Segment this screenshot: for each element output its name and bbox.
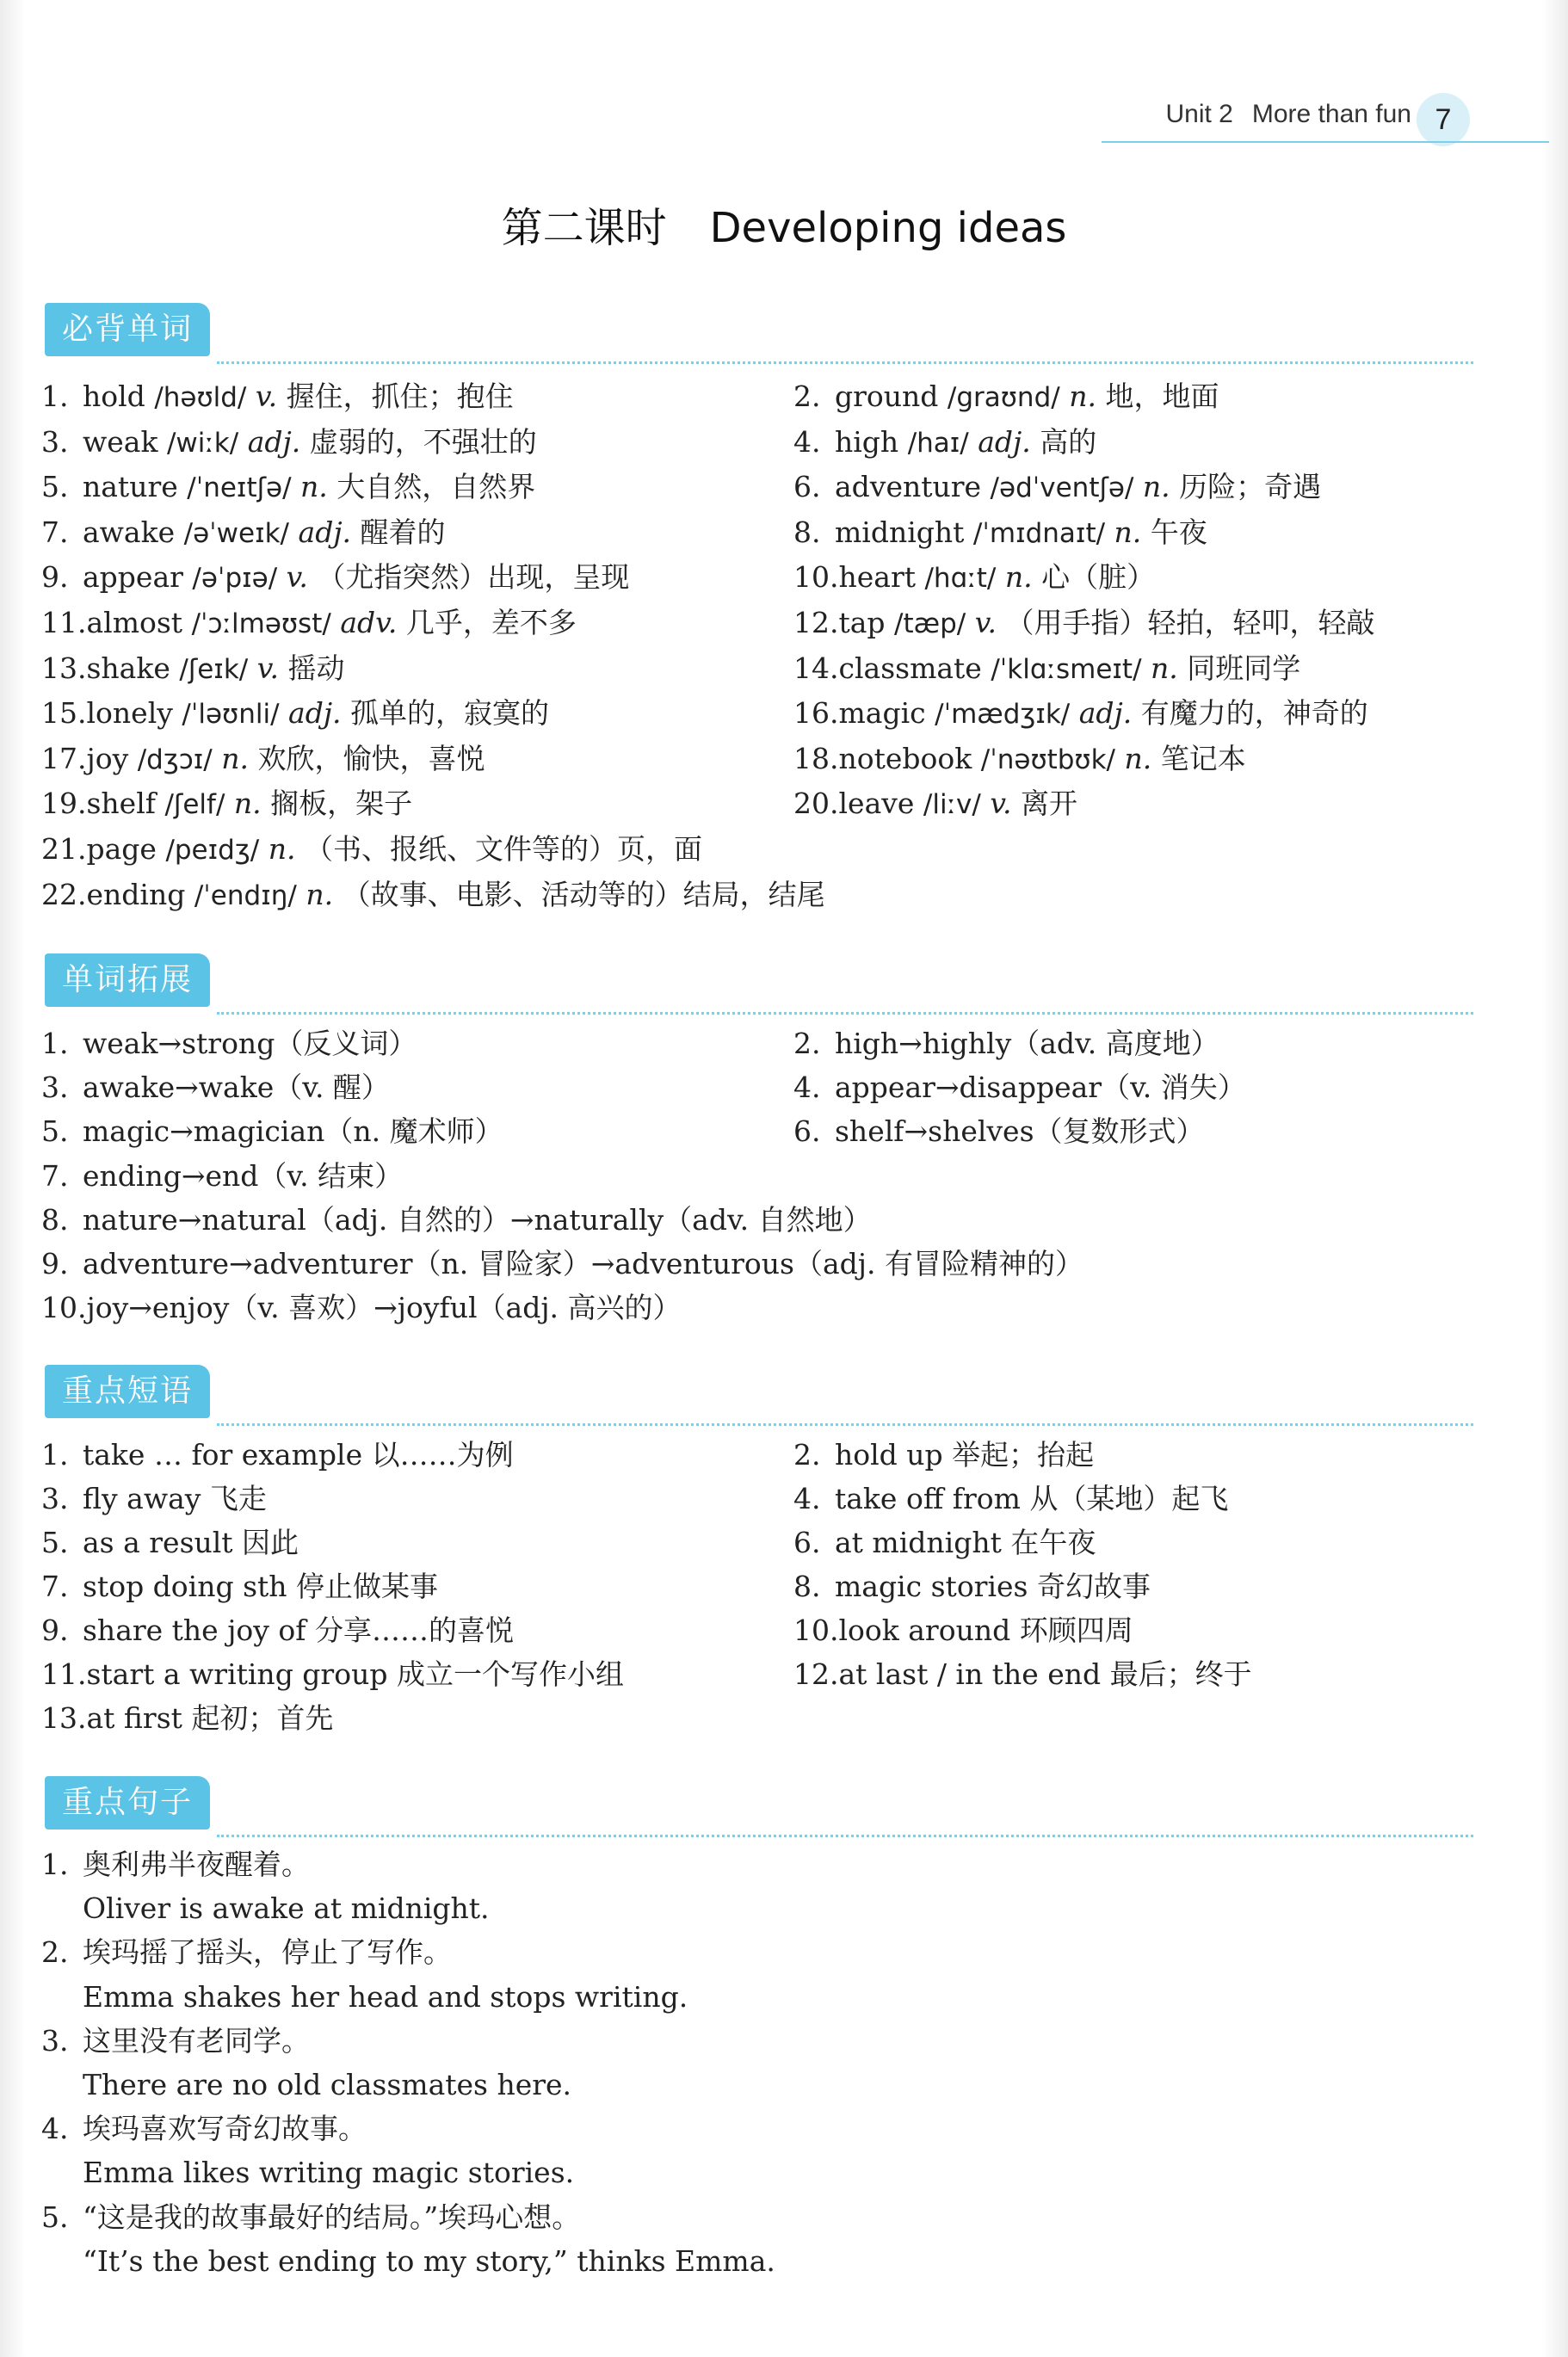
word-entry [793,694,1368,734]
entry-word: adventure [835,470,982,504]
extension-entry [793,1024,1219,1064]
entry-number: 9. [41,560,69,595]
entry-number: 1. [41,1848,69,1881]
section-sentences-title: 重点句子 [45,1776,210,1829]
entry-number: 10. [793,560,839,595]
entry-text: at midnight 在午夜 [835,1526,1096,1559]
sentence-chinese [41,2021,310,2061]
entry-phonetic: /hɑːt/ [924,563,997,595]
unit-title: More than fun [1251,100,1411,128]
entry-number: 14. [793,651,839,685]
entry-number: 12. [793,1657,839,1691]
entry-number: 3. [41,424,69,459]
sentence-english: Emma shakes her head and stops writing. [83,1979,688,2014]
phrase-entry [793,1655,1252,1694]
entry-part-of-speech: adj. [298,515,352,549]
entry-word: leave [838,787,915,821]
entry-text: magic→magician（n. 魔术师） [83,1114,503,1149]
entry-part-of-speech: v. [974,606,997,639]
entry-text: at last / in the end 最后；终于 [838,1657,1252,1691]
entry-number: 2. [793,379,821,413]
entry-phonetic: /ədˈventʃə/ [990,472,1134,504]
entry-phonetic: /wiːk/ [166,427,239,459]
entry-number: 4. [793,424,821,459]
entry-part-of-speech: v. [990,787,1012,821]
entry-part-of-speech: adj. [978,424,1031,459]
entry-text: fly away 飞走 [83,1482,267,1515]
word-entry [41,603,577,644]
sentence-english: There are no old classmates here. [83,2068,572,2101]
entry-text: shelf→shelves（复数形式） [835,1114,1205,1149]
entry-number: 2. [793,1438,821,1472]
entry-text: awake→wake（v. 醒） [83,1071,390,1105]
entry-meaning: 历险；奇遇 [1179,470,1322,504]
entry-number: 16. [793,696,839,731]
entry-number: 17. [41,741,87,775]
entry-meaning: 心（脏） [1041,560,1156,595]
phrase-entry [41,1655,624,1694]
phrase-entry [793,1479,1228,1519]
entry-word: hold [83,379,145,413]
word-entry [41,830,702,870]
entry-meaning: 同班同学 [1187,651,1301,685]
entry-text: high→highly（adv. 高度地） [835,1027,1219,1060]
extension-entry [41,1244,1083,1284]
entry-phonetic: /həʊld/ [154,382,247,413]
word-entry [793,513,1207,553]
entry-word: shelf [86,787,156,821]
word-entry [793,784,1077,824]
entry-number: 9. [41,1247,69,1280]
entry-number: 5. [41,1526,69,1559]
entry-meaning: 离开 [1021,787,1078,821]
entry-word: page [86,832,157,866]
entry-number: 7. [41,1158,69,1193]
sentence-english: Emma likes writing magic stories. [83,2156,575,2190]
entry-phonetic: /liːv/ [923,789,981,821]
entry-phonetic: /ˈklɑːsmeɪt/ [991,653,1142,685]
sentence-english: “It’s the best ending to my story,” thinks Emma. [83,2243,775,2278]
entry-meaning: （故事、电影、活动等的）结局，结尾 [342,877,825,911]
entry-number: 6. [793,470,821,504]
phrase-entry [41,1611,514,1651]
entry-phonetic: /əˈweɪk/ [183,517,290,549]
entry-word: ground [835,379,939,413]
entry-part-of-speech: n. [233,787,262,821]
entry-phonetic: /peɪdʒ/ [165,835,260,866]
entry-word: high [835,424,899,459]
entry-word: ending [86,877,186,911]
entry-part-of-speech: v. [255,379,278,413]
entry-number: 1. [41,1027,69,1060]
entry-word: joy [86,741,129,775]
phrase-entry [41,1699,333,1738]
entry-phonetic: /əˈpɪə/ [192,563,278,595]
entry-number: 3. [41,2023,69,2058]
entry-text: share the joy of 分享……的喜悦 [83,1613,514,1647]
header-divider [1102,141,1549,143]
entry-number: 8. [793,1570,821,1603]
entry-word: tap [838,606,886,639]
entry-part-of-speech: n. [268,832,296,866]
word-entry [41,784,412,824]
entry-number: 11. [41,606,87,639]
entry-text: weak→strong（反义词） [83,1027,417,1060]
entry-word: lonely [86,696,173,731]
entry-part-of-speech: n. [221,741,250,775]
section-divider [217,1012,1473,1015]
entry-phonetic: /ʃelf/ [164,789,225,821]
word-entry [41,513,446,553]
entry-meaning: 大自然，自然界 [336,470,536,504]
entry-number: 1. [41,379,69,413]
entry-number: 22. [41,877,87,911]
entry-part-of-speech: v. [256,651,279,685]
sentence-cn-text: “这是我的故事最好的结局。”埃玛心想。 [83,2200,581,2234]
entry-number: 6. [793,1526,821,1559]
entry-number: 2. [793,1027,821,1060]
section-divider [217,1423,1473,1426]
entry-word: midnight [835,515,965,549]
entry-number: 7. [41,1570,69,1603]
entry-word: awake [83,515,176,549]
entry-text: stop doing sth 停止做某事 [83,1570,439,1603]
extension-entry [41,1157,403,1196]
sentence-chinese [41,1933,452,1972]
section-divider [217,361,1473,364]
entry-word: appear [83,560,183,595]
entry-meaning: （用手指）轻拍，轻叩，轻敲 [1005,606,1375,639]
entry-number: 1. [41,1438,69,1472]
sentence-english: Oliver is awake at midnight. [83,1891,490,1926]
extension-entry [41,1288,682,1328]
entry-meaning: 醒着的 [360,515,446,549]
page-number: 7 [1417,93,1470,146]
entry-part-of-speech: n. [1069,379,1096,413]
entry-phonetic: /graʊnd/ [947,382,1060,413]
phrase-entry [793,1435,1094,1475]
entry-meaning: 虚弱的，不强壮的 [309,424,537,459]
entry-word: shake [86,651,170,685]
entry-word: notebook [838,741,972,775]
word-entry [793,558,1155,598]
word-entry [41,649,344,689]
entry-word: heart [838,560,916,595]
entry-text: appear→disappear（v. 消失） [835,1071,1246,1105]
entry-text: nature→natural（adj. 自然的）→naturally（adv. 自然地） [83,1202,872,1237]
word-entry [793,603,1374,644]
entry-word: nature [83,470,178,504]
entry-text: magic stories 奇幻故事 [835,1570,1151,1603]
entry-part-of-speech: v. [286,560,308,595]
entry-phonetic: /ˈmædʒɪk/ [935,699,1071,731]
entry-number: 5. [41,2200,69,2234]
sentence-chinese [41,2109,367,2149]
entry-phonetic: /haɪ/ [907,427,969,459]
entry-number: 20. [793,787,839,821]
entry-meaning: 摇动 [287,651,345,685]
entry-part-of-speech: adj. [288,696,342,731]
entry-part-of-speech: n. [300,470,328,504]
entry-meaning: 欢欣，愉快，喜悦 [257,741,485,775]
entry-phonetic: /ˈmɪdnaɪt/ [972,517,1106,549]
entry-text: hold up 举起；抬起 [835,1438,1095,1472]
entry-meaning: 高的 [1040,424,1097,459]
entry-meaning: 搁板，架子 [270,787,413,821]
entry-number: 4. [793,1071,821,1105]
lesson-title [0,194,1568,254]
entry-part-of-speech: n. [1124,741,1152,775]
entry-number: 5. [41,470,69,504]
phrase-entry [793,1523,1096,1563]
entry-meaning: （书、报纸、文件等的）页，面 [304,832,702,866]
entry-part-of-speech: n. [1004,560,1033,595]
entry-phonetic: /ˈendɪŋ/ [194,879,297,911]
entry-meaning: 几乎，差不多 [405,606,577,639]
word-entry [41,694,549,734]
entry-number: 8. [41,1202,69,1237]
section-phrases-title: 重点短语 [45,1365,210,1418]
lesson-title-en: Developing ideas [709,204,1067,252]
entry-number: 21. [41,832,87,866]
entry-phonetic: /ʃeɪk/ [179,653,249,685]
entry-phonetic: /tæp/ [894,608,966,639]
word-entry [793,739,1246,780]
entry-text: look around 环顾四周 [838,1613,1133,1647]
phrase-entry [41,1567,438,1607]
header-unit-text [1166,100,1412,129]
entry-number: 10. [41,1291,87,1325]
entry-number: 4. [41,2112,69,2146]
entry-number: 9. [41,1613,69,1647]
entry-number: 7. [41,515,69,549]
entry-number: 19. [41,787,87,821]
phrase-entry [793,1611,1133,1651]
entry-part-of-speech: adj. [1078,696,1133,731]
entry-number: 8. [793,515,821,549]
entry-meaning: 握住，抓住；抱住 [286,379,514,413]
word-entry [793,377,1219,417]
entry-phonetic: /ˈnəʊtbʊk/ [980,744,1115,775]
entry-phonetic: /dʒɔɪ/ [137,744,213,775]
entry-phonetic: /ˈneɪtʃə/ [187,472,292,504]
page-header [1102,95,1549,146]
word-entry [793,423,1096,463]
extension-entry [41,1200,872,1240]
phrase-entry [41,1479,267,1519]
sentence-cn-text: 奥利弗半夜醒着。 [83,1848,310,1881]
word-entry [41,875,825,916]
phrase-entry [793,1567,1151,1607]
entry-text: at first 起初；首先 [86,1701,334,1735]
entry-text: take off from 从（某地）起飞 [835,1482,1229,1515]
entry-number: 5. [41,1114,69,1149]
entry-text: adventure→adventurer（n. 冒险家）→adventurous（adj. 有冒险精神的） [83,1247,1083,1280]
entry-number: 2. [41,1935,69,1970]
extension-entry [41,1112,503,1151]
sentence-chinese [41,1845,310,1885]
phrase-entry [41,1523,299,1563]
entry-part-of-speech: n. [306,877,334,911]
entry-meaning: 午夜 [1150,515,1207,549]
entry-word: magic [838,696,926,731]
extension-entry [41,1068,390,1108]
entry-number: 4. [793,1482,821,1515]
entry-number: 10. [793,1613,839,1647]
entry-number: 12. [793,606,839,639]
lesson-title-cn: 第二课时 [501,204,667,252]
word-entry [41,739,485,780]
entry-number: 13. [41,651,87,685]
entry-phonetic: /ˈɔːlməʊst/ [191,608,331,639]
word-entry [793,467,1321,508]
entry-number: 15. [41,696,87,731]
entry-part-of-speech: n. [1114,515,1142,549]
entry-meaning: （尤指突然）出现，呈现 [317,560,630,595]
entry-part-of-speech: n. [1151,651,1178,685]
unit-label: Unit 2 [1165,100,1233,128]
entry-number: 18. [793,741,839,775]
entry-word: classmate [838,651,982,685]
entry-text: start a writing group 成立一个写作小组 [86,1657,624,1691]
section-extension-title: 单词拓展 [45,953,210,1007]
entry-part-of-speech: adj. [247,424,301,459]
word-entry [41,423,537,463]
sentence-cn-text: 这里没有老同学。 [83,2023,310,2058]
entry-number: 3. [41,1482,69,1515]
word-entry [41,377,514,417]
entry-meaning: 有魔力的，神奇的 [1140,696,1368,731]
entry-part-of-speech: adv. [340,606,398,639]
entry-phonetic: /ˈləʊnli/ [182,699,280,731]
entry-number: 6. [793,1114,821,1149]
section-words-title: 必背单词 [45,303,210,356]
entry-text: take … for example 以……为例 [83,1438,514,1472]
sentence-cn-text: 埃玛摇了摇头，停止了写作。 [83,1935,452,1970]
extension-entry [793,1112,1205,1151]
extension-entry [793,1068,1246,1108]
entry-meaning: 笔记本 [1160,741,1246,775]
entry-number: 13. [41,1701,87,1735]
entry-part-of-speech: n. [1142,470,1170,504]
phrase-entry [41,1435,514,1475]
entry-meaning: 地，地面 [1105,379,1219,413]
extension-entry [41,1024,417,1064]
sentence-chinese [41,2198,580,2237]
entry-text: ending→end（v. 结束） [83,1158,404,1193]
entry-text: joy→enjoy（v. 喜欢）→joyful（adj. 高兴的） [86,1291,682,1325]
entry-text: as a result 因此 [83,1526,299,1559]
word-entry [41,558,629,598]
word-entry [41,467,535,508]
entry-word: almost [86,606,183,639]
word-entry [793,649,1300,689]
entry-number: 11. [41,1657,87,1691]
entry-word: weak [83,424,158,459]
entry-meaning: 孤单的，寂寞的 [350,696,550,731]
entry-number: 3. [41,1071,69,1105]
sentence-cn-text: 埃玛喜欢写奇幻故事。 [83,2112,367,2146]
section-divider [217,1835,1473,1837]
